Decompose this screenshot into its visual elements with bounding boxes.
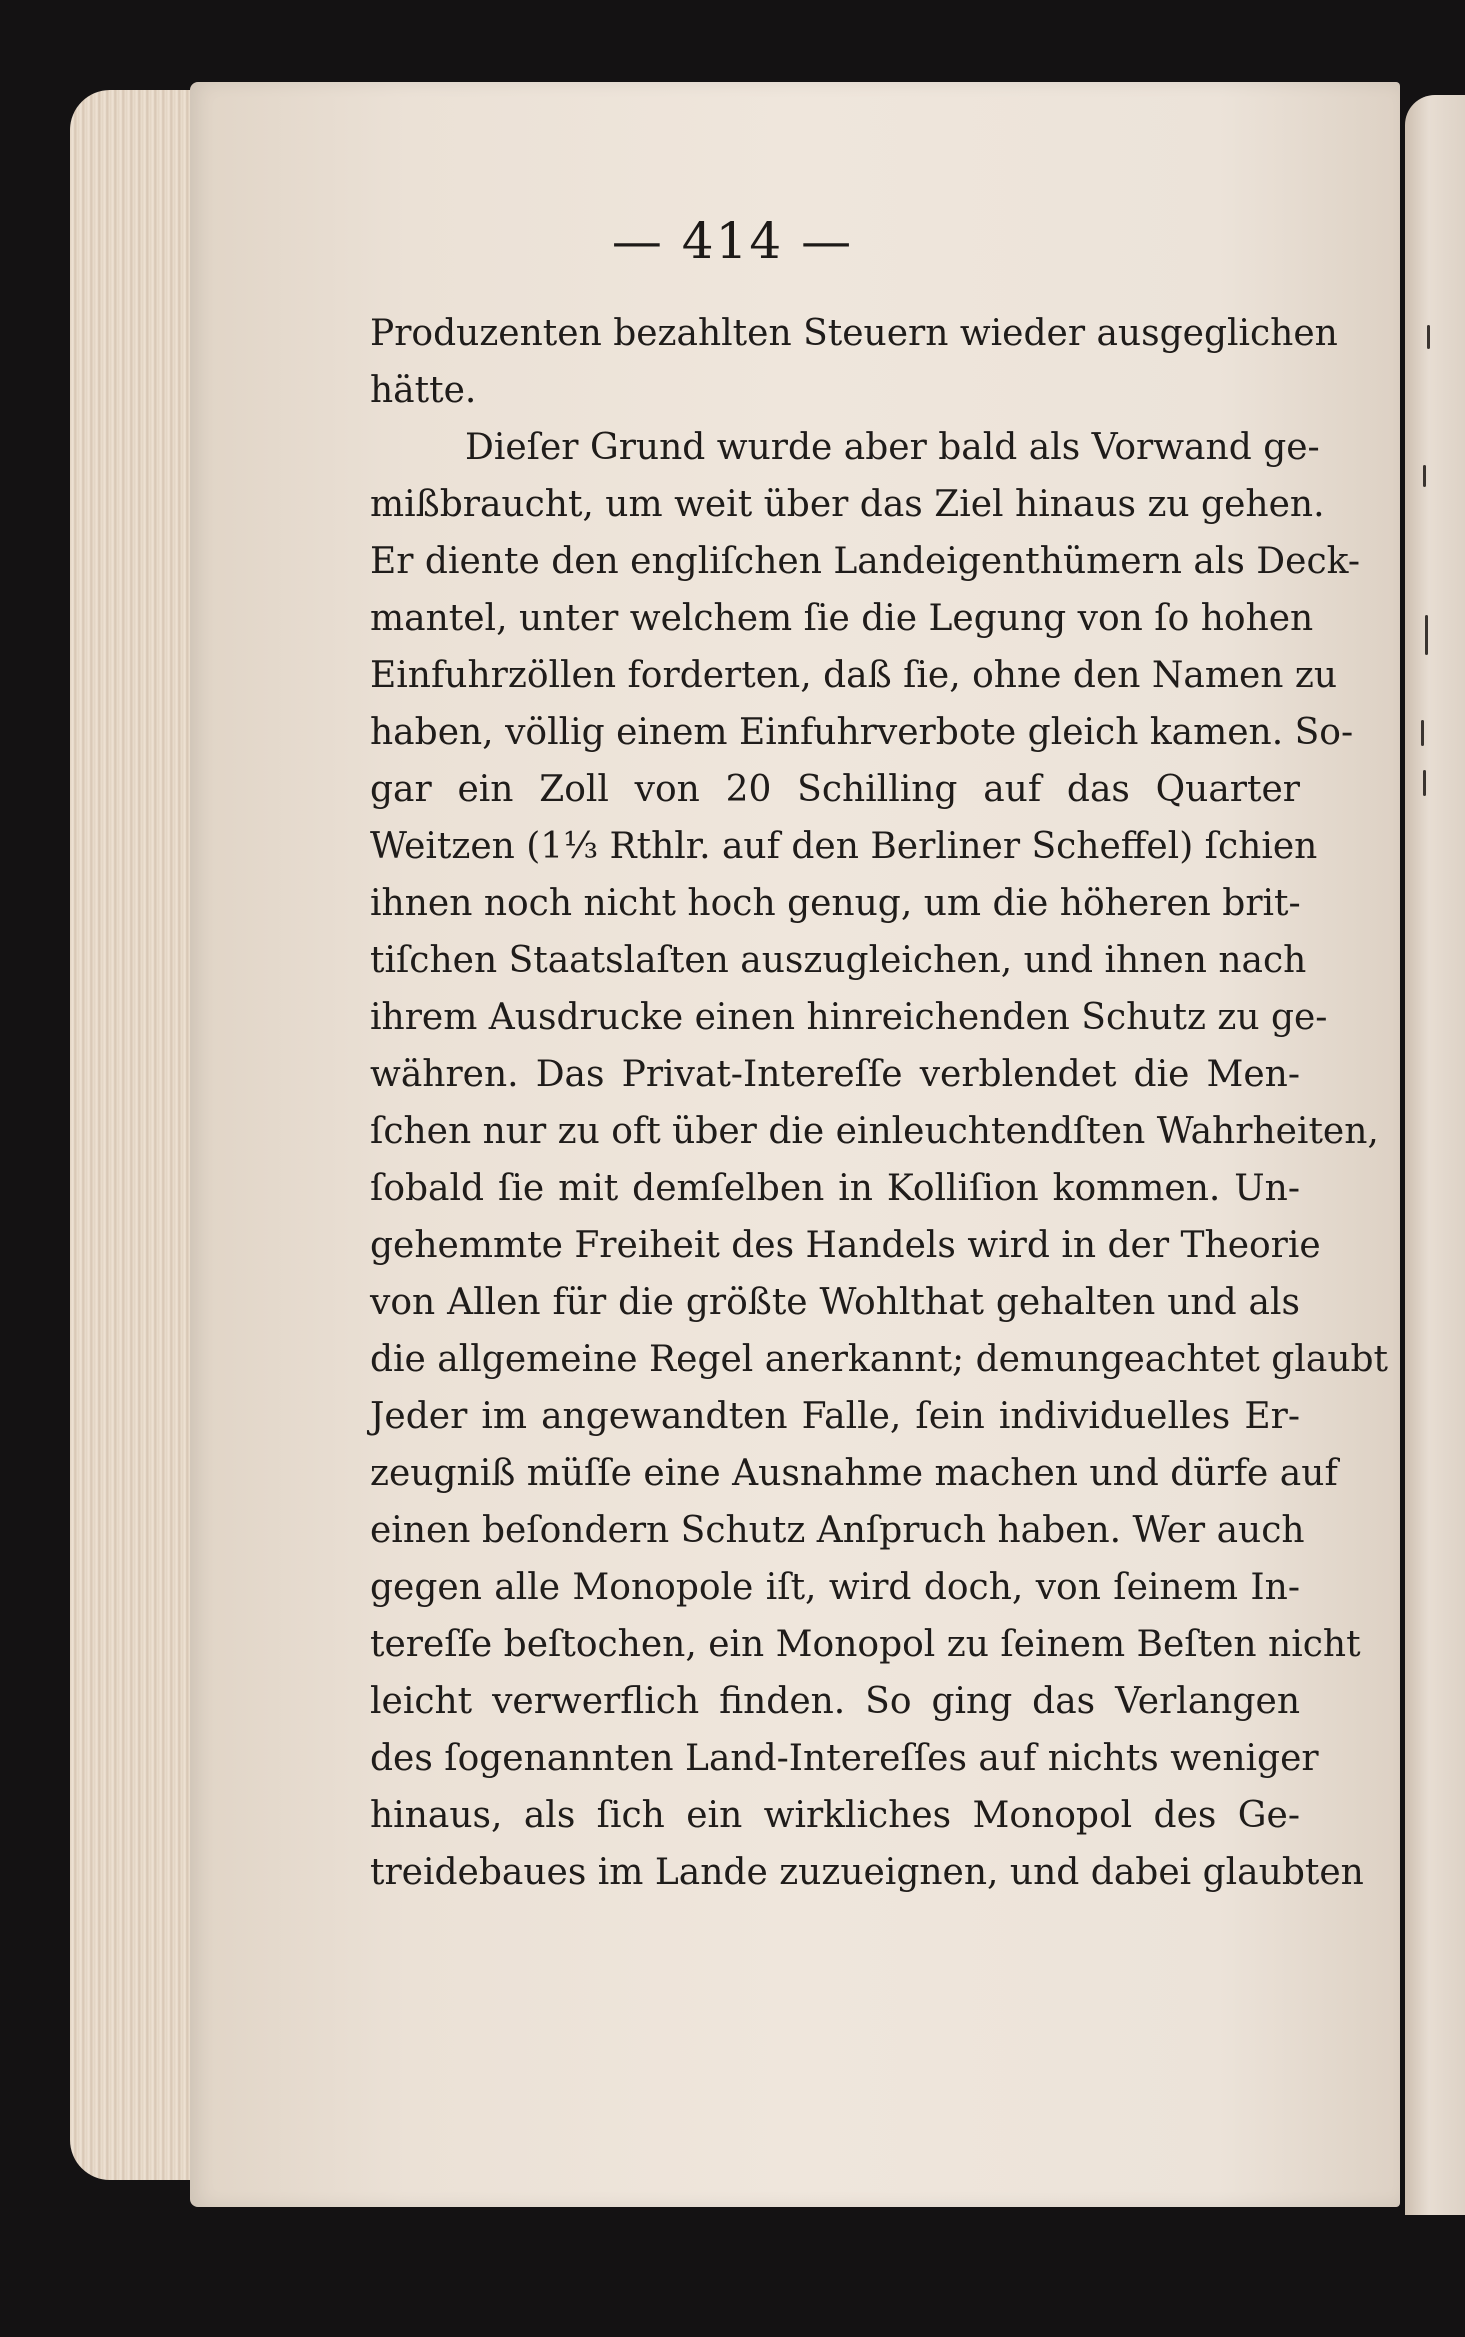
body-text [370, 305, 1389, 1901]
text-line: Jeder im angewandten Falle, ſein individuelles Er- [370, 1396, 1300, 1437]
text-line: einen beſondern Schutz Anſpruch haben. Wer auch [370, 1510, 1305, 1551]
text-line: die allgemeine Regel anerkannt; demungeachtet glaubt [370, 1339, 1389, 1380]
text-line: tereſſe beſtochen, ein Monopol zu ſeinem Beſten nicht [370, 1624, 1361, 1665]
text-line: ihrem Ausdrucke einen hinreichenden Schutz zu ge- [370, 997, 1328, 1038]
facing-page-text-fragment [1425, 615, 1428, 655]
page-number: — 414 — [611, 212, 854, 270]
facing-page-text-fragment [1427, 325, 1430, 349]
text-line: Produzenten bezahlten Steuern wieder ausgeglichen [370, 313, 1338, 354]
text-line: gehemmte Freiheit des Handels wird in der Theorie [370, 1225, 1321, 1266]
text-line: ihnen noch nicht hoch genug, um die höheren brit- [370, 883, 1301, 924]
facing-page-edge [1405, 95, 1465, 2215]
text-line: leicht verwerflich finden. So ging das Verlangen [370, 1681, 1300, 1722]
text-line: ſchen nur zu oft über die einleuchtendſten Wahrheiten, [370, 1111, 1379, 1152]
text-line: ſobald ſie mit demſelben in Kolliſion kommen. Un- [370, 1168, 1300, 1209]
facing-page-text-fragment [1423, 465, 1426, 487]
text-line: mantel, unter welchem ſie die Legung von ſo hohen [370, 598, 1314, 639]
facing-page-text-fragment [1421, 720, 1424, 746]
text-line: von Allen für die größte Wohlthat gehalten und als [370, 1282, 1300, 1323]
text-line: haben, völlig einem Einfuhrverbote gleich kamen. So- [370, 712, 1354, 753]
text-line: hätte. [370, 370, 477, 411]
text-line: Einfuhrzöllen forderten, daß ſie, ohne den Namen zu [370, 655, 1338, 696]
text-line: mißbraucht, um weit über das Ziel hinaus zu gehen. [370, 484, 1325, 525]
text-line: treidebaues im Lande zuzueignen, und dabei glaubten [370, 1852, 1364, 1893]
text-line: Dieſer Grund wurde aber bald als Vorwand ge- [465, 427, 1320, 468]
text-line: zeugniß müſſe eine Ausnahme machen und dürfe auf [370, 1453, 1338, 1494]
text-line: tiſchen Staatslaſten auszugleichen, und ihnen nach [370, 940, 1307, 981]
facing-page-text-fragment [1423, 770, 1426, 796]
text-line: des ſogenannten Land-Intereſſes auf nichts weniger [370, 1738, 1319, 1779]
text-line: Weitzen (1⅓ Rthlr. auf den Berliner Scheffel) ſchien [370, 826, 1318, 867]
text-line: gegen alle Monopole iſt, wird doch, von ſeinem In- [370, 1567, 1300, 1608]
text-line: Er diente den engliſchen Landeigenthümern als Deck- [370, 541, 1360, 582]
text-line: währen. Das Privat-Intereſſe verblendet die Men- [370, 1054, 1300, 1095]
text-line: hinaus, als ſich ein wirkliches Monopol des Ge- [370, 1795, 1300, 1836]
text-line: gar ein Zoll von 20 Schilling auf das Quarter [370, 769, 1300, 810]
